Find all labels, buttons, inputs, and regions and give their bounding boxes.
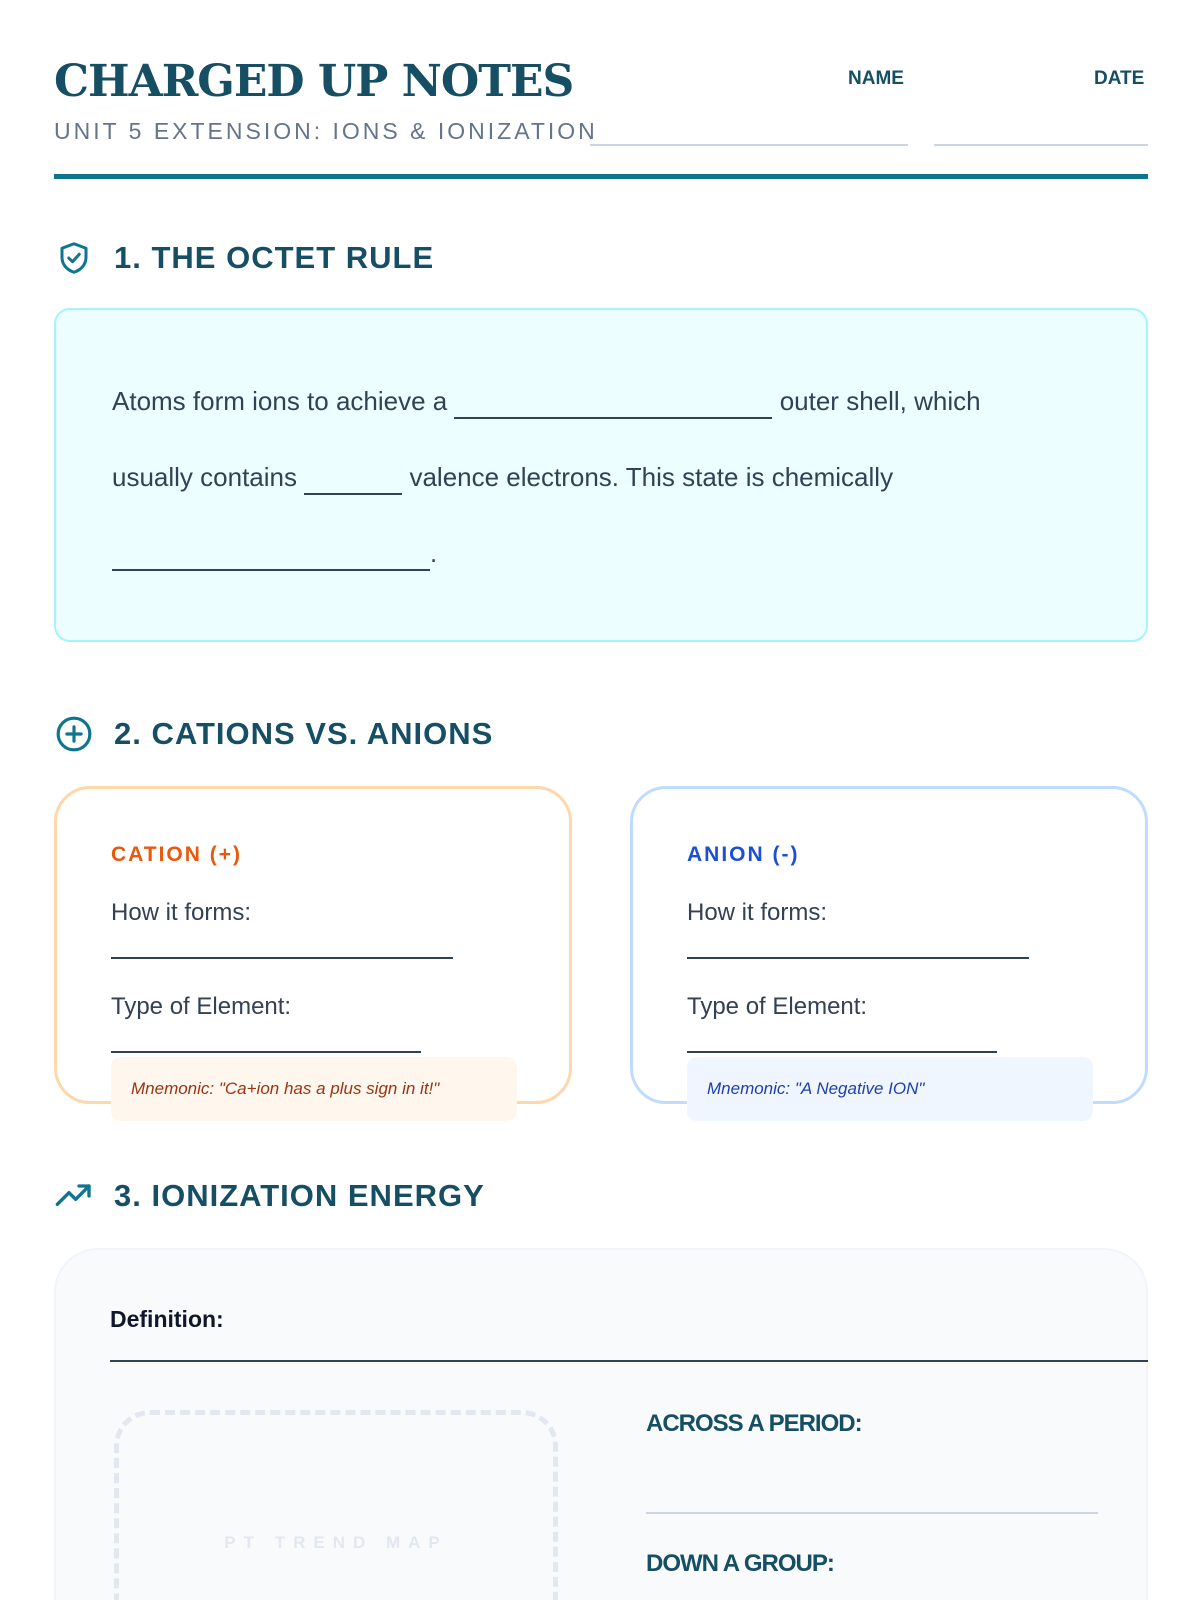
definition-label: Definition:	[110, 1306, 224, 1332]
across-period-field[interactable]	[646, 1512, 1098, 1514]
anion-type-label: Type of Element:	[687, 993, 868, 1020]
cation-how-field[interactable]	[111, 957, 453, 959]
anion-type-field[interactable]	[687, 1051, 997, 1053]
octet-line-1	[112, 386, 981, 419]
section-ionization-title: 3. IONIZATION ENERGY	[114, 1178, 485, 1213]
section-ionization-header	[54, 1174, 485, 1218]
octet-line-2	[112, 462, 893, 495]
across-period-label: ACROSS A PERIOD:	[646, 1410, 862, 1437]
trend-map-text: PT TREND MAP	[224, 1533, 448, 1552]
cation-card	[54, 786, 572, 1104]
octet-text-3: .	[430, 538, 438, 568]
cation-how-label: How it forms:	[111, 899, 252, 926]
blank-shell[interactable]	[454, 386, 772, 419]
header-divider	[54, 174, 1148, 179]
plus-circle-icon	[54, 714, 94, 754]
anion-how-label: How it forms:	[687, 899, 828, 926]
date-field[interactable]	[934, 144, 1148, 146]
cation-mnemonic: Mnemonic: "Ca+ion has a plus sign in it!"	[111, 1057, 517, 1121]
shield-check-icon	[54, 238, 94, 278]
ionization-box	[54, 1248, 1148, 1600]
name-field[interactable]	[590, 144, 908, 146]
anion-heading: ANION (-)	[687, 843, 800, 866]
anion-card	[630, 786, 1148, 1104]
worksheet-header	[54, 56, 1148, 182]
anion-how-field[interactable]	[687, 957, 1029, 959]
definition-field[interactable]	[110, 1360, 1148, 1362]
octet-text-1a: Atoms form ions to achieve a	[112, 386, 455, 416]
blank-electron-count[interactable]	[304, 462, 402, 495]
cation-type-field[interactable]	[111, 1051, 421, 1053]
cation-type-label: Type of Element:	[111, 993, 292, 1020]
worksheet-page	[54, 0, 1148, 1600]
octet-rule-box	[54, 308, 1148, 642]
section-cations-header	[54, 712, 493, 756]
trend-map-placeholder[interactable]	[114, 1410, 558, 1600]
page-subtitle: UNIT 5 EXTENSION: IONS & IONIZATION	[54, 118, 598, 144]
anion-mnemonic: Mnemonic: "A Negative ION"	[687, 1057, 1093, 1121]
date-label: DATE	[1094, 68, 1145, 89]
page-title: CHARGED UP NOTES	[54, 56, 574, 107]
section-cations-title: 2. CATIONS VS. ANIONS	[114, 716, 494, 751]
octet-text-2a: usually contains	[112, 462, 305, 492]
cation-heading: CATION (+)	[111, 843, 243, 866]
section-octet-header	[54, 236, 434, 280]
octet-line-3	[112, 538, 437, 571]
name-label: NAME	[848, 68, 904, 89]
trending-up-icon	[54, 1176, 94, 1216]
octet-text-2b: valence electrons. This state is chemically	[402, 462, 894, 492]
octet-text-1b: outer shell, which	[772, 386, 981, 416]
section-octet-title: 1. THE OCTET RULE	[114, 240, 435, 275]
down-group-label: DOWN A GROUP:	[646, 1550, 834, 1577]
blank-stability[interactable]	[112, 538, 430, 571]
